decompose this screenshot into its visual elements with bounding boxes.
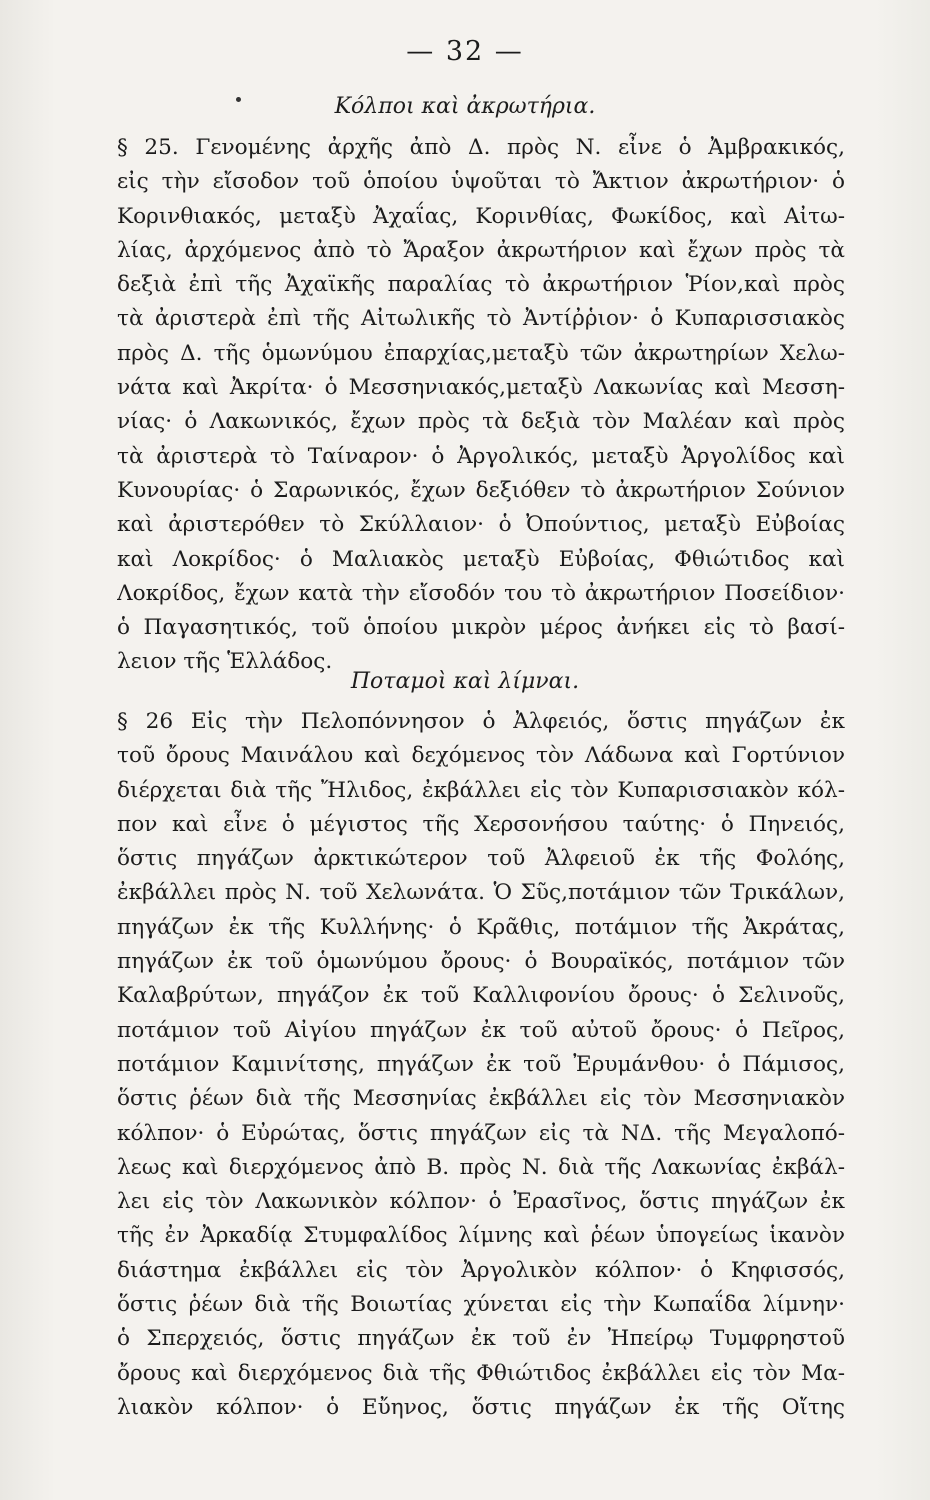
text-line: τὰ ἀριστερὰ ἐπὶ τῆς Αἰτωλικῆς τὸ Ἀντίῤῥιον· ὁ Κυπαρισσιακὸς [117,306,845,332]
text-line: τὰ ἀριστερὰ τὸ Ταίναρον· ὁ Ἀργολικός, μεταξὺ Ἀργολίδος καὶ [117,443,845,469]
text-line: ὅστις πηγάζων ἀρκτικώτερον τοῦ Ἀλφειοῦ ἐκ τῆς Φολόης, [117,846,845,872]
text-line: κόλπον· ὁ Εὐρώτας, ὅστις πηγάζων εἰς τὰ ΝΔ. τῆς Μεγαλοπό- [117,1120,845,1146]
text-line: πρὸς Δ. τῆς ὁμωνύμου ἐπαρχίας,μεταξὺ τῶν ἀκρωτηρίων Χελω- [117,340,845,366]
text-line: πον καὶ εἶνε ὁ μέγιστος τῆς Χερσονήσου ταύτης· ὁ Πηνειός, [117,811,845,837]
section-heading-gulfs: Κόλποι καὶ ἀκρωτήρια. [334,94,596,119]
text-line: διέρχεται διὰ τῆς Ἤλιδος, ἐκβάλλει εἰς τὸν Κυπαρισσιακὸν κόλ- [117,777,845,803]
text-line: Καλαβρύτων, πηγάζον ἐκ τοῦ Καλλιφονίου ὄρους· ὁ Σελινοῦς, [117,983,845,1009]
page-number: — 32 — [406,36,524,67]
text-line: τοῦ ὄρους Μαινάλου καὶ δεχόμενος τὸν Λάδωνα καὶ Γορτύνιον [117,743,845,769]
text-line: ὁ Σπερχειός, ὅστις πηγάζων ἐκ τοῦ ἐν Ἠπείρῳ Τυμφρηστοῦ [117,1326,845,1352]
text-line: εἰς τὴν εἴσοδον τοῦ ὁποίου ὑψοῦται τὸ Ἄκτιον ἀκρωτήριον· ὁ [117,169,845,195]
text-line: § 25. Γενομένης ἀρχῆς ἀπὸ Δ. πρὸς Ν. εἶνε ὁ Ἀμβρακικός, [117,135,845,160]
paragraph-rivers [117,705,845,1425]
text-line: Λοκρίδος, ἔχων κατὰ τὴν εἴσοδόν του τὸ ἀκρωτήριον Ποσείδιον· [117,580,845,606]
text-line: πηγάζων ἐκ τοῦ ὁμωνύμου ὄρους· ὁ Βουραϊκός, ποτάμιον τῶν [117,949,845,975]
text-line: λεως καὶ διερχόμενος ἀπὸ Β. πρὸς Ν. διὰ τῆς Λακωνίας ἐκβάλ- [117,1154,845,1180]
text-line: ποτάμιον τοῦ Αἰγίου πηγάζων ἐκ τοῦ αὐτοῦ ὄρους· ὁ Πεῖρος, [117,1017,845,1043]
text-line: § 26 Εἰς τὴν Πελοπόννησον ὁ Ἀλφειός, ὅστις πηγάζων ἐκ [117,709,845,734]
text-line: λειον τῆς Ἑλλάδος. [117,649,333,675]
text-line: καὶ ἀριστερόθεν τὸ Σκύλλαιον· ὁ Ὀπούντιος, μεταξὺ Εὐβοίας [117,512,845,538]
text-line: δεξιὰ ἐπὶ τῆς Ἀχαϊκῆς παραλίας τὸ ἀκρωτήριον Ῥίον,καὶ πρὸς [117,272,845,298]
text-line: νίας· ὁ Λακωνικός, ἔχων πρὸς τὰ δεξιὰ τὸν Μαλέαν καὶ πρὸς [117,409,845,435]
paragraph-gulfs [117,131,845,680]
text-line: ὅστις ῥέων διὰ τῆς Βοιωτίας χύνεται εἰς τὴν Κωπαΐδα λίμνην· [117,1292,845,1318]
text-line: νάτα καὶ Ἀκρίτα· ὁ Μεσσηνιακός,μεταξὺ Λακωνίας καὶ Μεσση- [117,375,845,401]
text-line: ὅστις ῥέων διὰ τῆς Μεσσηνίας ἐκβάλλει εἰς τὸν Μεσσηνιακὸν [117,1086,845,1112]
text-line: διάστημα ἐκβάλλει εἰς τὸν Ἀργολικὸν κόλπον· ὁ Κηφισσός, [117,1257,845,1283]
text-line: λίας, ἀρχόμενος ἀπὸ τὸ Ἄραξον ἀκρωτήριον καὶ ἔχων πρὸς τὰ [117,237,845,263]
text-line: ποτάμιον Καμινίτσης, πηγάζων ἐκ τοῦ Ἐρυμάνθου· ὁ Πάμισος, [117,1051,845,1077]
text-line: ὄρους καὶ διερχόμενος διὰ τῆς Φθιώτιδος ἐκβάλλει εἰς τὸν Μα- [117,1360,845,1386]
text-line: καὶ Λοκρίδος· ὁ Μαλιακὸς μεταξὺ Εὐβοίας, Φθιώτιδος καὶ [117,546,845,572]
text-line: λιακὸν κόλπον· ὁ Εὔηνος, ὅστις πηγάζων ἐκ τῆς Οἴτης [117,1394,845,1420]
section-heading-rivers: Ποταμοὶ καὶ λίμναι. [350,669,580,694]
text-line: τῆς ἐν Ἀρκαδίᾳ Στυμφαλίδος λίμνης καὶ ῥέων ὑπογείως ἱκανὸν [117,1223,845,1249]
text-line: ἐκβάλλει πρὸς Ν. τοῦ Χελωνάτα. Ὁ Σῦς,ποτάμιον τῶν Τρικάλων, [117,880,845,906]
text-line: πηγάζων ἐκ τῆς Κυλλήνης· ὁ Κρᾶθις, ποτάμιον τῆς Ἀκράτας, [117,914,845,940]
text-line: Κορινθιακός, μεταξὺ Ἀχαΐας, Κορινθίας, Φωκίδος, καὶ Αἰτω- [117,203,845,229]
text-line: λει εἰς τὸν Λακωνικὸν κόλπον· ὁ Ἐρασῖνος, ὅστις πηγάζων ἐκ [117,1189,845,1215]
text-line: Κυνουρίας· ὁ Σαρωνικός, ἔχων δεξιόθεν τὸ ἀκρωτήριον Σούνιον [117,477,845,503]
text-line: ὁ Παγασητικός, τοῦ ὁποίου μικρὸν μέρος ἀνήκει εἰς τὸ βασί- [117,615,845,641]
